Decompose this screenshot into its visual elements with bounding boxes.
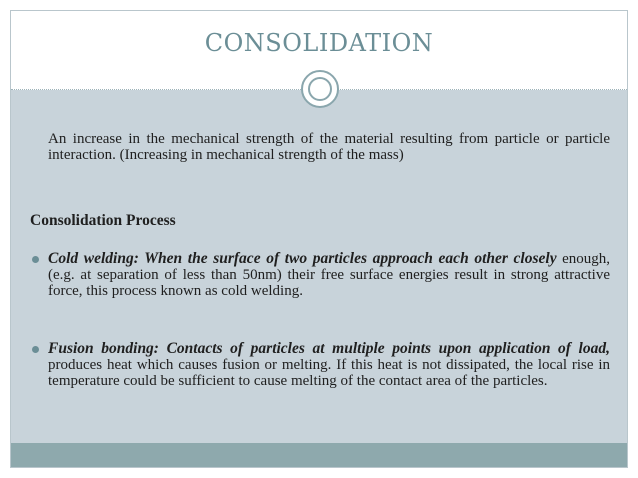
bullet-dot-icon — [32, 256, 39, 263]
bullet-lead: Cold welding: When the surface of two particles approach each other closely — [48, 250, 557, 267]
page-title: CONSOLIDATION — [204, 29, 434, 57]
bullet-dot-icon — [32, 346, 39, 353]
section-heading: Consolidation Process — [30, 212, 176, 229]
bullet-body: produces heat which causes fusion or melting. If this heat is not dissipated, the local rise in temperature could be sufficient to cause melting of the contact area of the particles. — [48, 357, 610, 389]
double-circle-emblem-icon — [301, 70, 339, 108]
emblem-inner-ring — [308, 77, 332, 101]
bullet-body: enough, (e.g. at separation of less than 50nm) their free surface energies result in strong attractive force, this process known as cold welding. — [48, 251, 610, 299]
bullet-text — [48, 341, 610, 389]
intro-paragraph: An increase in the mechanical strength of the material resulting from particle or particle interaction. (Increasing in mechanical strength of the mass) — [48, 131, 610, 163]
bullet-text — [48, 251, 610, 299]
slide — [10, 10, 628, 468]
footer-bar — [11, 443, 627, 467]
bullet-lead: Fusion bonding: Contacts of particles at multiple points upon application of load, — [48, 340, 610, 357]
